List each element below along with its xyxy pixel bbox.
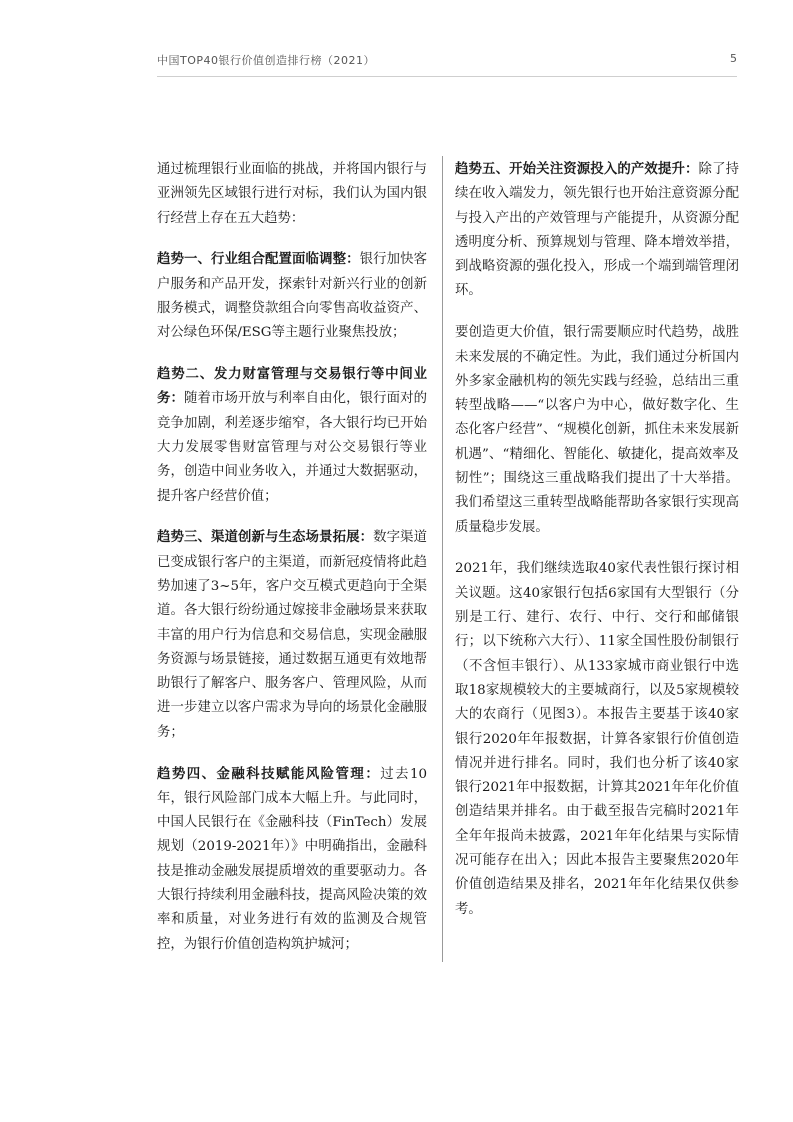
trend-1-body: 银行加快客户服务和产品开发，探索针对新兴行业的创新服务模式，调整贷款组合向零售高收益资产、对公绿色环保/ESG等主题行业聚焦投放； [157,252,428,341]
trend-4-paragraph [157,763,427,957]
page-header [157,52,737,68]
trend-5-heading: 趋势五、开始关注资源投入的产效提升： [455,162,699,177]
value-creation-paragraph: 要创造更大价值，银行需要顺应时代趋势，战胜未来发展的不确定性。为此，我们通过分析国内外多家金融机构的领先实践与经验，总结出三重转型战略——“以客户为中心，做好数字化、生态化客户经营”、“规模化创新，抓住未来发展新机遇”、“精细化、智能化、敏捷化，提高效率及韧性”；围绕这三重战略我们提出了十大举措。我们希望这三重转型战略能帮助各家银行实现高质量稳步发展。 [455,325,739,535]
trend-1-paragraph [157,248,427,345]
trend-5-body: 除了持续在收入端发力，领先银行也开始注意资源分配与投入产出的产效管理与产能提升，从资源分配透明度分析、预算规划与管理、降本增效举措，到战略资源的强化投入，形成一个端到端管理闭环。 [455,162,739,299]
header-divider [157,76,737,77]
trend-3-body: 数字渠道已变成银行客户的主渠道，而新冠疫情将此趋势加速了3~5年，客户交互模式更趋向于全渠道。各大银行纷纷通过嫁接非金融场景来获取丰富的用户行为信息和交易信息，实现金融服务资源与场景链接，通过数据互通更有效地帮助银行了解客户、服务客户、管理风险，从而进一步建立以客户需求为导向的场景化金融服务； [157,530,428,740]
left-column [157,158,427,974]
column-divider [442,156,443,962]
trend-4-body: 过去10年，银行风险部门成本大幅上升。与此同时，中国人民银行在《金融科技（FinTech）发展规划（2019-2021年）》中明确指出，金融科技是推动金融发展提质增效的重要驱动力。各大银行持续利用金融科技，提高风险决策的效率和质量，对业务进行有效的监测及合规管控，为银行价值创造构筑护城河； [157,766,428,952]
right-column [455,158,739,939]
trend-2-heading: 趋势二、发力财富管理与交易银行等中间业务： [157,367,427,407]
trend-1-heading: 趋势一、行业组合配置面临调整： [157,252,360,268]
trend-2-paragraph [157,363,427,509]
trend-3-heading: 趋势三、渠道创新与生态场景拓展： [157,530,374,546]
report-title: 中国TOP40银行价值创造排行榜（2021） [157,54,376,67]
intro-paragraph: 通过梳理银行业面临的挑战，并将国内银行与亚洲领先区域银行进行对标，我们认为国内银行经营上存在五大趋势： [157,162,427,226]
trend-3-paragraph [157,526,427,745]
trend-4-heading: 趋势四、金融科技赋能风险管理： [157,766,381,782]
methodology-paragraph: 2021年，我们继续选取40家代表性银行探讨相关议题。这40家银行包括6家国有大型银行（分别是工行、建行、农行、中行、交行和邮储银行；以下统称六大行）、11家全国性股份制银行（不含恒丰银行）、从133家城市商业银行中选取18家规模较大的主要城商行，以及5家规模较大的农商行（见图3）。本报告主要基于该40家银行2020年年报数据，计算各家银行价值创造情况并进行排名。同时，我们也分析了该40家银行2021年中报数据，计算其2021年年化价值创造结果并排名。由于截至报告完稿时2021年全年年报尚未披露，2021年年化结果与实际情况可能存在出入；因此本报告主要聚焦2020年价值创造结果及排名，2021年年化结果仅供参考。 [455,561,739,917]
trend-5-paragraph [455,158,739,304]
trend-2-body: 随着市场开放与利率自由化，银行面对的竞争加剧，利差逐步缩窄，各大银行均已开始大力发展零售财富管理与对公交易银行等业务，创造中间业务收入，并通过大数据驱动，提升客户经营价值； [157,391,428,504]
page-number: 5 [730,52,737,65]
